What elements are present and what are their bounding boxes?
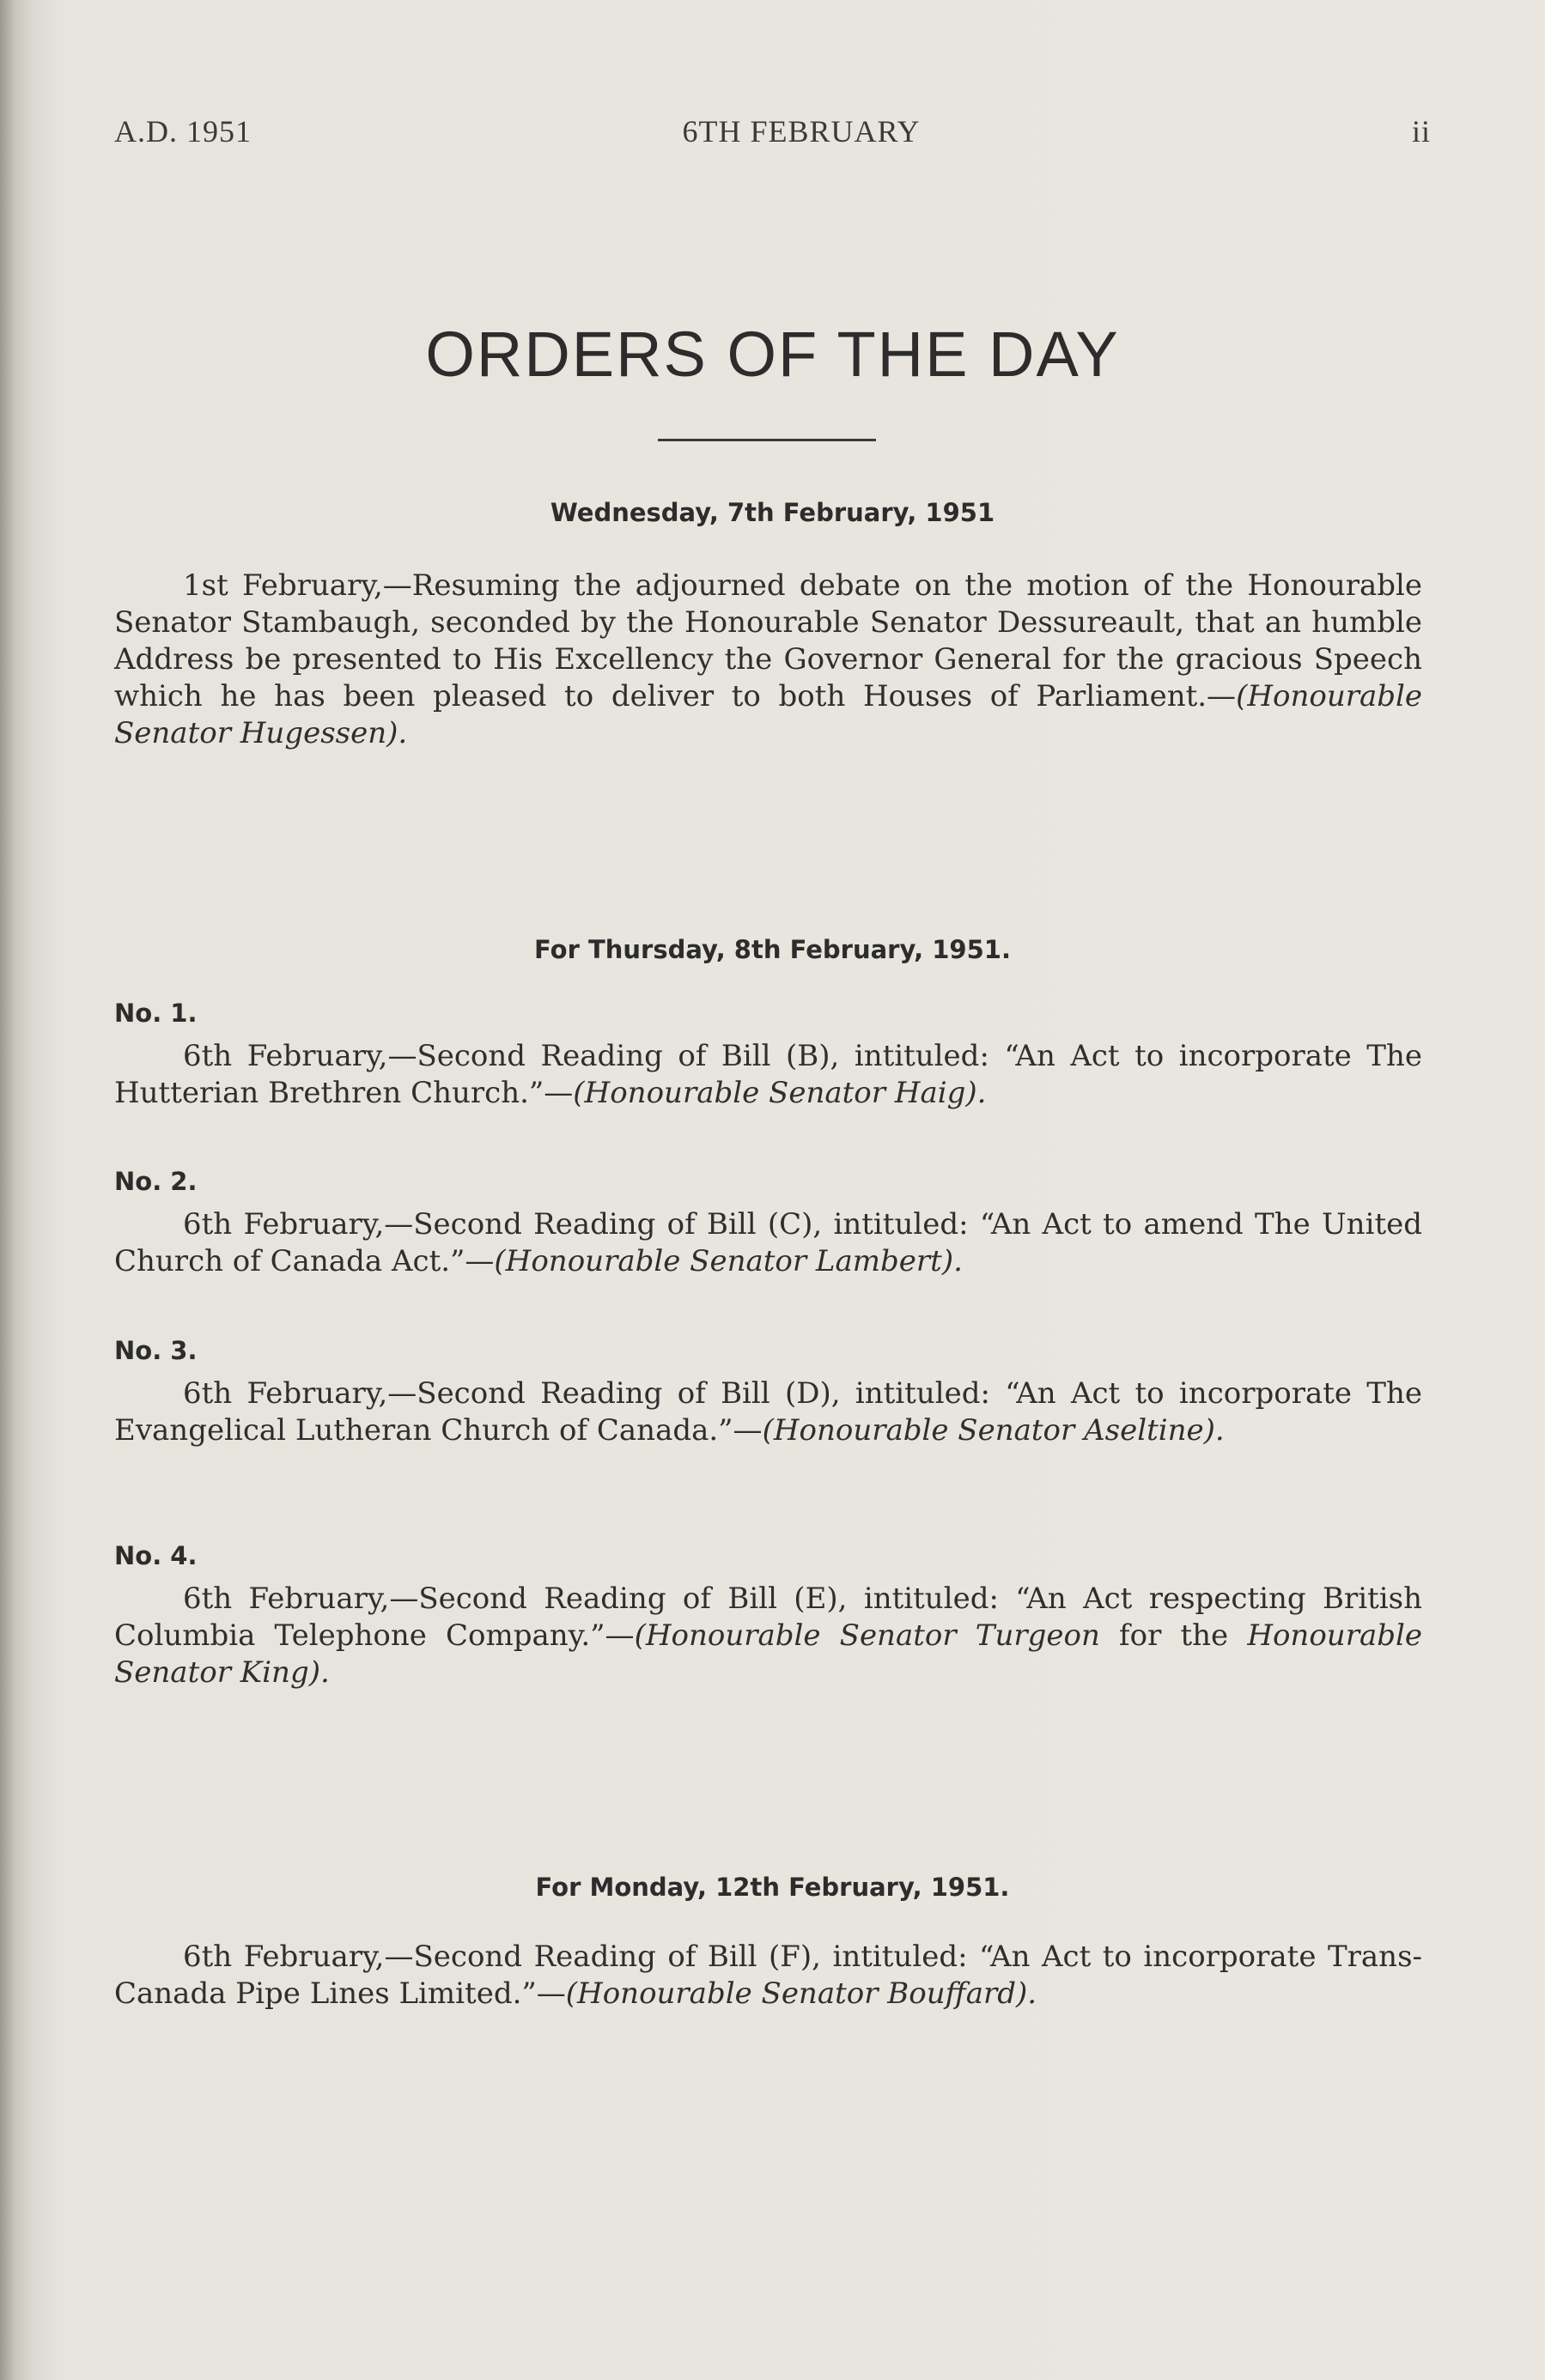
entry-text: 6th February,—Second Reading of Bill (C), intituled: “An Act to amend The United Church of Canada Act.”— — [114, 1207, 1422, 1278]
entry-attribution-tail: Honourable Senator King). — [114, 1618, 1422, 1690]
entry-text: 1st February,—Resuming the adjourned debate on the motion of the Honourable Senator Stambaugh, seconded by the Honourable Senator Dessureault, that an humble Address be presented to His Excellency the Governor General for the gracious Speech which he has been pleased to deliver to both Houses of Parliament.— — [114, 568, 1422, 713]
item-number: No. 4. — [114, 1541, 198, 1570]
page-number: ii — [1411, 114, 1431, 149]
order-entry — [114, 1939, 1422, 2013]
item-number: No. 3. — [114, 1336, 198, 1365]
entry-text: 6th February,—Second Reading of Bill (F), intituled: “An Act to incorporate Trans-Canada Pipe Lines Limited.”— — [114, 1940, 1422, 2011]
order-entry — [114, 1375, 1422, 1449]
entry-text: 6th February,—Second Reading of Bill (D), intituled: “An Act to incorporate The Evangelical Lutheran Church of Canada.”— — [114, 1376, 1422, 1448]
entry-attribution-joiner: for the — [1099, 1618, 1248, 1653]
entry-attribution: (Honourable Senator Aseltine). — [762, 1413, 1225, 1448]
section-heading-monday: For Monday, 12th February, 1951. — [535, 1873, 1010, 1902]
entry-attribution: (Honourable Senator Hugessen). — [114, 679, 1422, 750]
header-year: A.D. 1951 — [114, 114, 252, 149]
running-header — [114, 113, 1431, 156]
entry-attribution: (Honourable Senator Lambert). — [494, 1244, 963, 1278]
order-entry — [114, 1038, 1422, 1112]
order-entry — [114, 1206, 1422, 1280]
entry-attribution: (Honourable Senator Turgeon — [634, 1618, 1100, 1653]
entry-text: 6th February,—Second Reading of Bill (E), intituled: “An Act respecting British Columbia Telephone Company.”— — [114, 1582, 1422, 1653]
section-heading-thursday: For Thursday, 8th February, 1951. — [534, 935, 1011, 964]
entry-attribution: (Honourable Senator Haig). — [573, 1076, 987, 1110]
section-heading-wednesday: Wednesday, 7th February, 1951 — [550, 498, 995, 527]
page-title: ORDERS OF THE DAY — [425, 319, 1120, 390]
header-date: 6TH FEBRUARY — [682, 114, 921, 149]
entry-text: 6th February,—Second Reading of Bill (B), intituled: “An Act to incorporate The Hutterian Brethren Church.”— — [114, 1039, 1422, 1110]
title-rule — [658, 439, 876, 441]
entry-attribution: (Honourable Senator Bouffard). — [565, 1976, 1037, 2011]
order-entry — [114, 568, 1422, 752]
item-number: No. 1. — [114, 999, 198, 1028]
item-number: No. 2. — [114, 1167, 198, 1196]
order-entry — [114, 1581, 1422, 1691]
